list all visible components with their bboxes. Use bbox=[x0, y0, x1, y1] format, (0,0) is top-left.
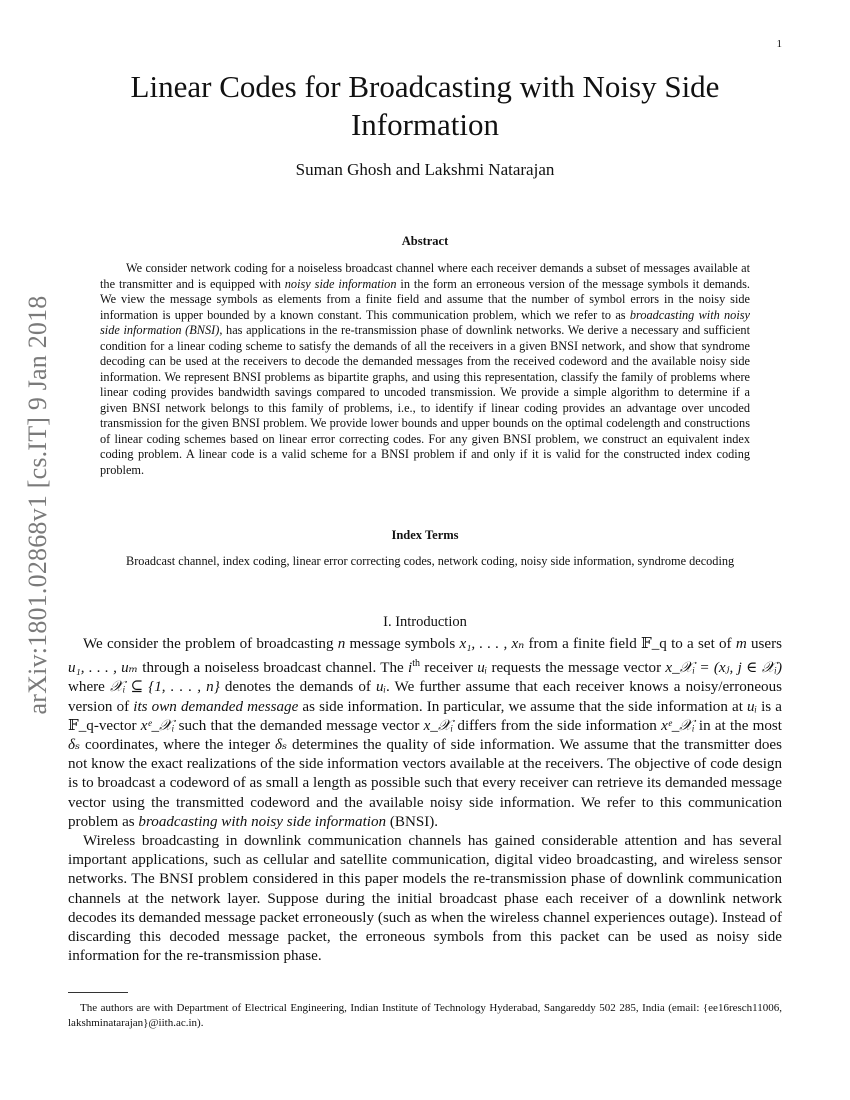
emphasis-bnsi: broadcasting with noisy side information bbox=[138, 813, 387, 830]
intro-text: through a noiseless broadcast channel. The bbox=[138, 660, 409, 677]
index-terms-body bbox=[100, 554, 750, 570]
intro-text: requests the message vector bbox=[487, 660, 666, 677]
abstract-text: in the form an erroneous version of the message symbols it demands. We view the message symbols as elements from a finite field and assume that the number of symbol errors in the noisy side information is upper bounded by a known constant. This communication problem, which we refer to as bbox=[100, 276, 750, 322]
section-heading-introduction: I. Introduction bbox=[383, 614, 467, 630]
intro-text: message symbols bbox=[345, 636, 460, 652]
math-demand-vector: x_𝒳ᵢ = (xⱼ, j ∈ 𝒳ᵢ) bbox=[665, 660, 782, 677]
math-demand-set: 𝒳ᵢ ⊆ {1, . . . , n} bbox=[109, 679, 220, 696]
intro-text: We consider the problem of broadcasting bbox=[83, 636, 338, 652]
math-side-info-vector: xᵉ_𝒳ᵢ bbox=[140, 717, 175, 734]
abstract-paragraph bbox=[100, 261, 750, 478]
abstract-emphasis: broadcasting with noisy side information (BNSI) bbox=[100, 307, 750, 337]
introduction-body bbox=[68, 635, 782, 966]
intro-text: users bbox=[746, 636, 782, 652]
index-terms-text: Broadcast channel, index coding, linear error correcting codes, network coding, noisy side information, syndrome decoding bbox=[126, 554, 735, 568]
intro-text: to a set of bbox=[666, 636, 736, 652]
math-delta-s: δₛ bbox=[275, 737, 288, 754]
math-ui: uᵢ bbox=[477, 660, 488, 677]
intro-text: is a bbox=[756, 698, 782, 715]
paper-authors: Suman Ghosh and Lakshmi Natarajan bbox=[295, 160, 555, 179]
abstract-emphasis: noisy side information bbox=[284, 276, 397, 291]
intro-text: -vector bbox=[93, 717, 141, 734]
math-demand-vector: x_𝒳ᵢ bbox=[423, 717, 454, 734]
intro-text: in at the most bbox=[694, 717, 782, 734]
footnote: The authors are with Department of Electrical Engineering, Indian Institute of Technology Hyderabad, Sangareddy 502 285, India (email: {ee16resch11006, lakshminatarajan}@iith.ac.in). bbox=[68, 1002, 782, 1029]
math-n: n bbox=[337, 636, 346, 652]
math-ui: uᵢ bbox=[376, 679, 386, 696]
math-side-info-vector: xᵉ_𝒳ᵢ bbox=[661, 717, 695, 734]
emphasis-own-demanded-message: its own demanded message bbox=[133, 698, 299, 715]
paper-title: Linear Codes for Broadcasting with Noisy Side Information bbox=[130, 69, 720, 142]
math-i: i bbox=[408, 660, 413, 677]
math-ui: uᵢ bbox=[747, 698, 757, 715]
intro-text: receiver bbox=[420, 660, 478, 677]
abstract-text: We consider network coding for a noiseless broadcast channel where each receiver demands a subset of messages available at the transmitter and is equipped with bbox=[100, 261, 750, 291]
intro-text: denotes the demands of bbox=[219, 679, 377, 696]
abstract-body bbox=[100, 261, 750, 478]
intro-text: where bbox=[68, 679, 110, 696]
intro-text: such that the demanded message vector bbox=[174, 717, 424, 734]
intro-text: (BNSI). bbox=[386, 813, 439, 830]
arxiv-identifier: arXiv:1801.02868v1 [cs.IT] 9 Jan 2018 bbox=[23, 295, 52, 715]
intro-text: differs from the side information bbox=[453, 717, 662, 734]
intro-text: coordinates, where the integer bbox=[80, 737, 275, 754]
abstract-text: , has applications in the re-transmission phase of downlink networks. We derive a necessary and sufficient condition for a linear coding scheme to satisfy the demands of all the receivers in a given BNSI network, and show that syndrome decoding can be used at the receivers to decode the demanded messages from the received codeword and the available noisy side information. We represent BNSI problems as bipartite graphs, and using this representation, classify the family of problems where linear coding provides bandwidth savings compared to uncoded transmission. We provide a simple algorithm to determine if a given BNSI network belongs to this family of problems, i.e., to identify if linear coding provides an advantage over uncoded transmission for the given BNSI problem. We provide lower bounds and upper bounds on the optimal codelength and constructions of linear coding schemes based on linear error correcting codes. For any given BNSI problem, we construct an equivalent index coding problem. A linear code is a valid scheme for a BNSI problem if and only if it is valid for the constructed index coding problem. bbox=[100, 323, 750, 477]
math-field: 𝔽_q bbox=[641, 636, 667, 652]
math-field: 𝔽_q bbox=[68, 717, 94, 734]
intro-paragraph-2: Wireless broadcasting in downlink communication channels has gained considerable attention and has several important applications, such as cellular and satellite communication, digital video broadcasting, and wireless sensor networks. The BNSI problem considered in this paper models the re-transmission phase of downlink communication channels at the network layer. Suppose during the initial broadcast phase each receiver of a downlink network decodes its demanded message packet erroneously (such as when the wireless channel experiences outage). Instead of discarding this decoded message packet, the erroneous symbols from this packet can be used as noisy side information for the re-transmission phase. bbox=[68, 833, 782, 965]
intro-text: . We further assume that each receiver knows a noisy/erroneous version of bbox=[68, 679, 782, 715]
footnote-divider bbox=[68, 992, 128, 993]
math-message-symbols: x₁, . . . , xₙ bbox=[459, 636, 525, 652]
page-number: 1 bbox=[776, 38, 782, 50]
intro-text: from a finite field bbox=[524, 636, 642, 652]
index-terms-heading: Index Terms bbox=[391, 528, 459, 542]
math-users: u₁, . . . , uₘ bbox=[68, 660, 138, 677]
abstract-heading: Abstract bbox=[401, 234, 449, 248]
intro-paragraph-1 bbox=[68, 635, 782, 832]
math-delta-s: δₛ bbox=[68, 737, 81, 754]
math-m: m bbox=[735, 636, 747, 652]
intro-text: determines the quality of side information. We assume that the transmitter does not know the exact realizations of the side information vectors available at the receivers. The objective of code design is to broadcast a codeword of as small a length as possible such that every receiver can retrieve its demanded message vector using the transmitted codeword and the available noisy side information. We refer to this communication problem as bbox=[68, 737, 782, 830]
superscript-th: th bbox=[412, 658, 420, 670]
intro-text: as side information. In particular, we assume that the side information at bbox=[298, 698, 748, 715]
